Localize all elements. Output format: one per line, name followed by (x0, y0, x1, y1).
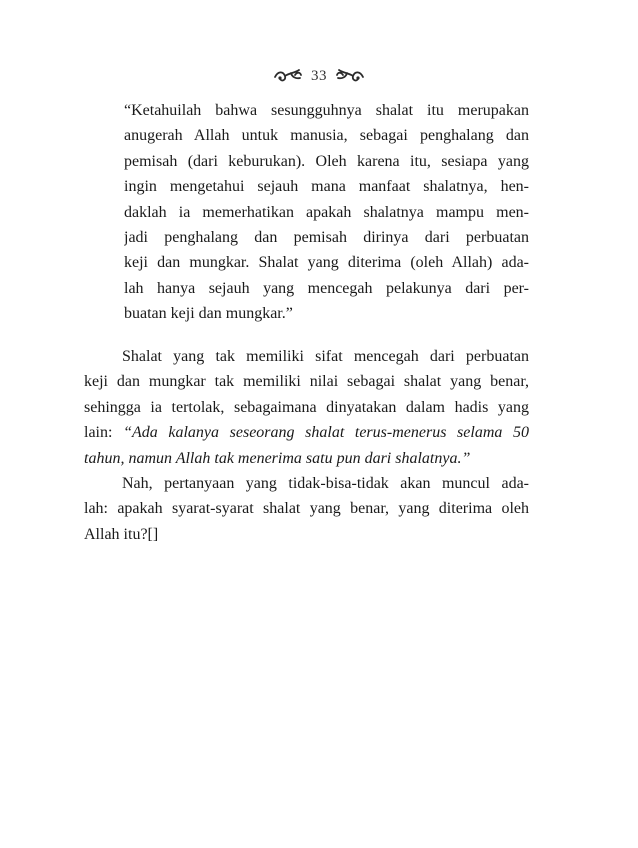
quote-line: ingin mengetahui sejauh mana manfaat shalatnya, hen- (124, 178, 529, 196)
quote-line: daklah ia memerhatikan apakah shalatnya mampu men- (124, 203, 529, 221)
paragraph-line (84, 420, 529, 445)
quote-line: pemisah (dari keburukan). Oleh karena itu, sesiapa yang (124, 152, 529, 170)
quote-line: anugerah Allah untuk manusia, sebagai penghalang dan (124, 127, 529, 145)
page-header (0, 64, 638, 88)
block-quote (124, 98, 529, 327)
paragraph-line-prefix: lain: (84, 424, 124, 442)
floral-ornament-right-icon (335, 67, 365, 85)
quote-line: jadi penghalang dan pemisah dirinya dari perbuatan (124, 228, 529, 246)
paragraph-line: keji dan mungkar tak memiliki nilai sebagai shalat yang benar, (84, 373, 529, 391)
paragraph-line: Nah, pertanyaan yang tidak-bisa-tidak akan muncul ada- (122, 474, 529, 492)
floral-ornament-left-icon (273, 67, 303, 85)
paragraph-line: lah: apakah syarat-syarat shalat yang benar, yang diterima oleh (84, 500, 529, 518)
paragraph (84, 471, 529, 547)
paragraph-line: sehingga ia tertolak, sebagaimana dinyatakan dalam hadis yang (84, 398, 529, 416)
quote-line: “Ketahuilah bahwa sesungguhnya shalat itu merupakan (124, 102, 529, 119)
paragraph (84, 344, 529, 471)
body-text (84, 344, 529, 547)
hadith-quote: tahun, namun Allah tak menerima satu pun dari shalatnya.” (84, 449, 471, 467)
page-number: 33 (311, 67, 327, 84)
hadith-quote: “Ada kalanya seseorang shalat terus-menerus selama 50 (123, 424, 529, 442)
quote-line: keji dan mungkar. Shalat yang diterima (oleh Allah) ada- (124, 254, 529, 272)
paragraph-line: Shalat yang tak memiliki sifat mencegah dari perbuatan (122, 348, 529, 365)
quote-line: lah hanya sejauh yang mencegah pelakunya dari per- (124, 279, 529, 297)
quote-line: buatan keji dan mungkar.” (124, 305, 293, 323)
paragraph-line (84, 446, 529, 471)
paragraph-line: Allah itu?[] (84, 525, 159, 543)
